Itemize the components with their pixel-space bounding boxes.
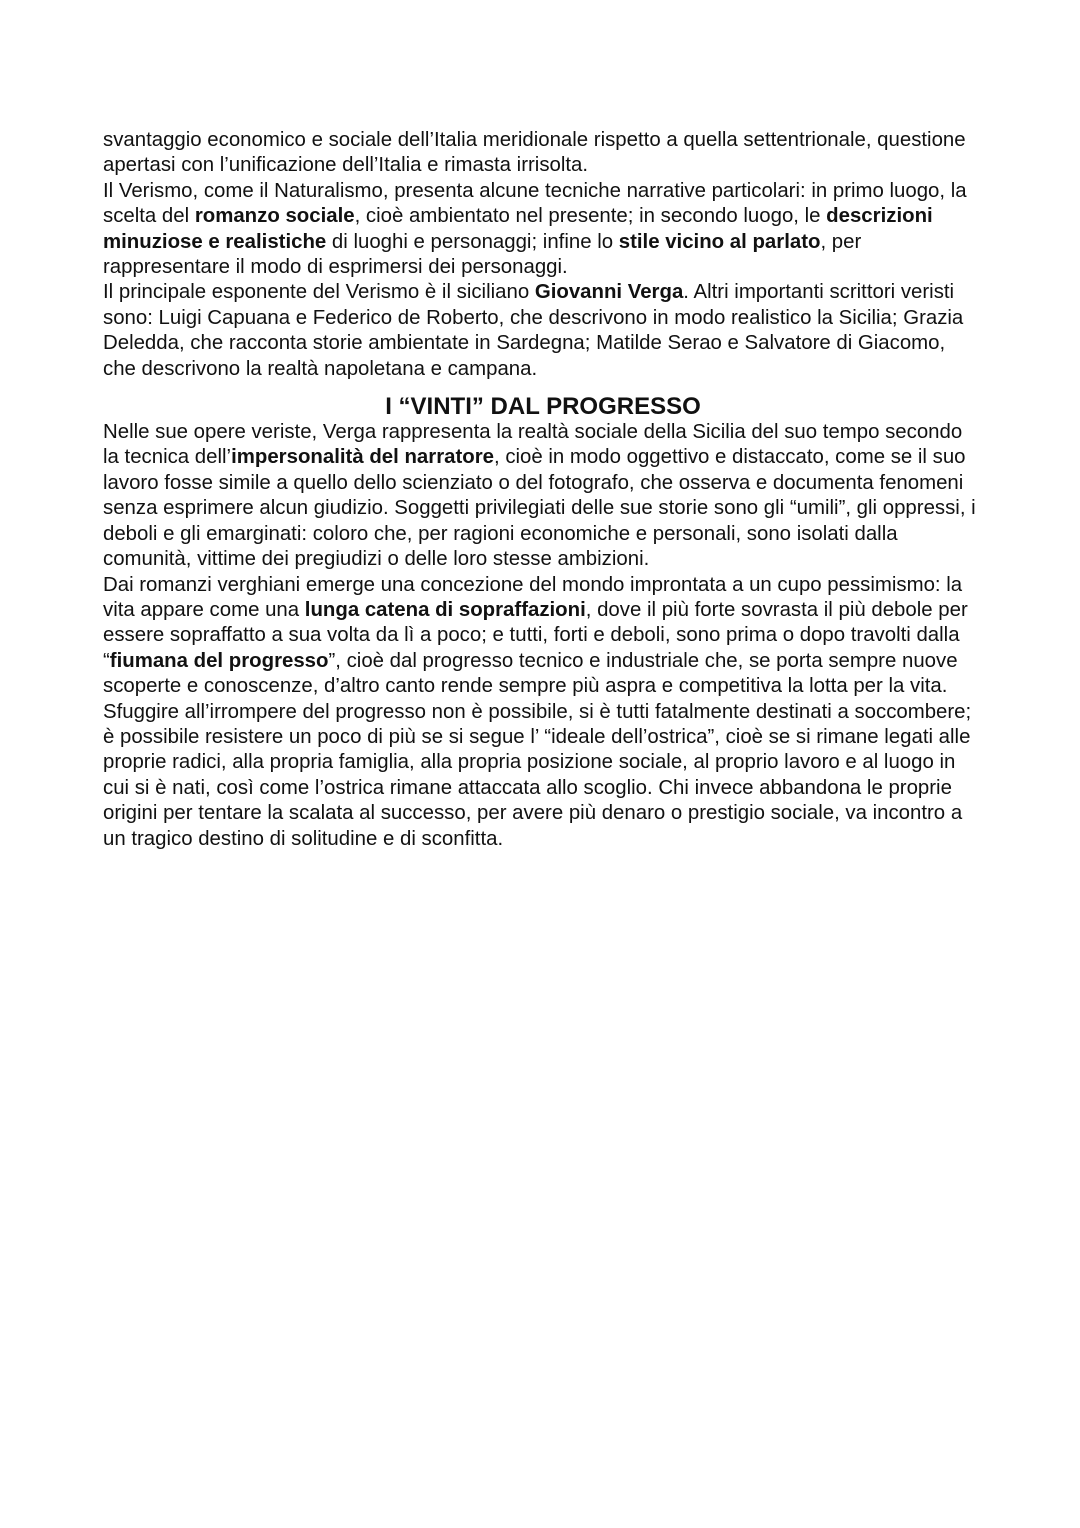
- technique-paragraph: [103, 179, 983, 281]
- technique-text-2: , cioè ambientato nel presente; in secondo luogo, le: [354, 205, 827, 228]
- vinti-text-1: Nelle sue opere veriste, Verga rappresenta la realtà sociale della Sicilia del suo tempo secondo la tecnica dell’: [103, 421, 963, 469]
- pessimism-bold-catena: lunga catena di sopraffazioni: [304, 598, 586, 621]
- vinti-bold-impersonalita: impersonalità del narratore: [231, 446, 494, 469]
- intro-paragraph: [103, 128, 983, 179]
- document-page: [103, 128, 983, 852]
- technique-text-3: di luoghi e personaggi; infine lo: [326, 230, 619, 253]
- pessimism-bold-fiumana: fiumana del progresso: [109, 649, 329, 672]
- vinti-text-2: , cioè in modo oggettivo e distaccato, come se il suo lavoro fosse simile a quello dello scienziato o del fotografo, che osserva e documenta fenomeni senza esprimere alcun giudizio. Soggetti privilegiati delle sue storie sono gli “umili”, gli oppressi, i deboli e gli emarginati: coloro che, per ragioni economiche e personali, sono isolati dalla comunità, vittime dei pregiudizi o delle loro stesse ambizioni.: [103, 446, 976, 571]
- technique-text-1: Il Verismo, come il Naturalismo, presenta alcune tecniche narrative particolari: in primo luogo, la scelta del: [103, 179, 967, 228]
- pessimism-paragraph: [103, 573, 983, 852]
- technique-text-4: , per rappresentare il modo di esprimersi dei personaggi.: [103, 230, 862, 279]
- intro-text: svantaggio economico e sociale dell’Italia meridionale rispetto a quella settentrionale, questione apertasi con l’unificazione dell’Italia e rimasta irrisolta.: [103, 129, 966, 177]
- authors-paragraph: [103, 280, 983, 382]
- authors-text-1: Il principale esponente del Verismo è il siciliano: [103, 281, 535, 304]
- authors-text-2: . Altri importanti scrittori veristi sono: Luigi Capuana e Federico de Roberto, che descrivono in modo realistico la Sicilia; Grazia Deledda, che racconta storie ambientate in Sardegna; Matilde Serao e Salvatore di Giacomo, che descrivono la realtà napoletana e campana.: [103, 281, 964, 380]
- pessimism-text-2: , dove il più forte sovrasta il più debole per essere sopraffatto a sua volta da lì a poco; e tutti, forti e deboli, sono prima o dopo travolti dalla “: [103, 598, 968, 672]
- technique-bold-stile: stile vicino al parlato: [618, 230, 821, 253]
- vinti-paragraph: [103, 420, 983, 572]
- pessimism-text-3: ”, cioè dal progresso tecnico e industriale che, se porta sempre nuove scoperte e conoscenze, d’altro canto rende sempre più aspra e competitiva la lotta per la vita. Sfuggire all’irrompere del progresso non è possibile, si è tutti fatalmente destinati a soccombere; è possibile resistere un poco di più se si segue l’ “ideale dell’ostrica”, cioè se si rimane legati alle proprie radici, alla propria famiglia, alla propria posizione sociale, al proprio lavoro e al luogo in cui si è nati, così come l’ostrica rimane attaccata allo scoglio. Chi invece abbandona le proprie origini per tentare la scalata al successo, per avere più denaro o prestigio sociale, va incontro a un tragico destino di solitudine e di sconfitta.: [103, 649, 972, 850]
- authors-bold-verga: Giovanni Verga: [534, 281, 684, 304]
- section-heading: I “VINTI” DAL PROGRESSO: [385, 393, 701, 421]
- technique-bold-romanzo-sociale: romanzo sociale: [194, 205, 355, 228]
- pessimism-text-1: Dai romanzi verghiani emerge una concezione del mondo improntata a un cupo pessimismo: la vita appare come una: [103, 573, 963, 621]
- technique-bold-descrizioni: descrizioni minuziose e realistiche: [103, 205, 933, 253]
